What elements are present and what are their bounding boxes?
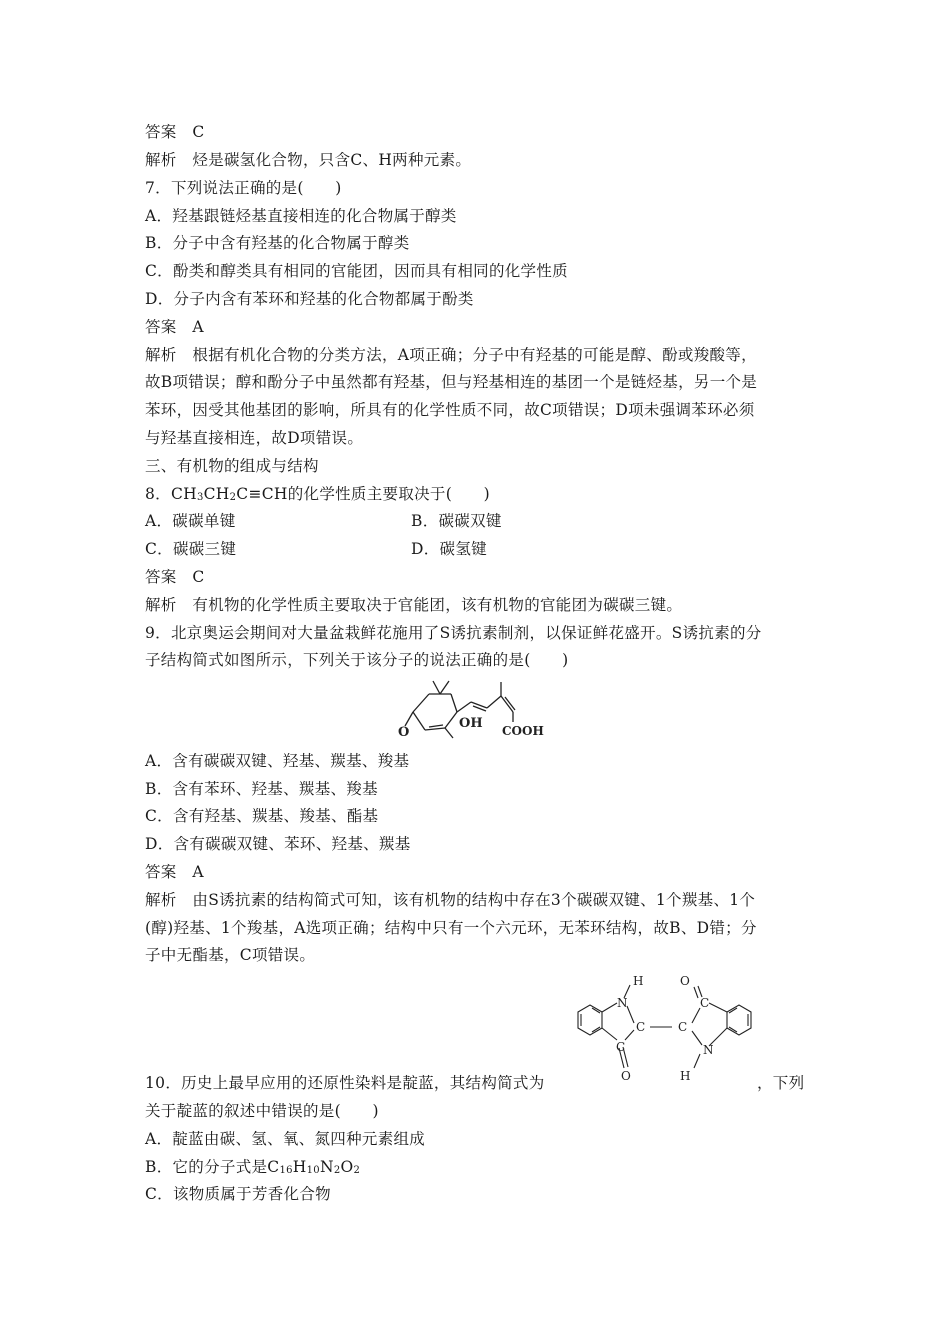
indigo-n-left-label: N bbox=[617, 996, 628, 1010]
q7-analysis-line-3: 苯环，因受其他基团的影响，所具有的化学性质不同，故C项错误；D项未强调苯环必须 bbox=[145, 401, 755, 419]
q7-analysis-line-4: 与羟基直接相连，故D项错误。 bbox=[145, 429, 364, 447]
q9-option-d: D．含有碳碳双键、苯环、羟基、羰基 bbox=[145, 835, 411, 853]
s-abscisin-oh-label: OH bbox=[459, 716, 483, 731]
q9-option-c: C．含有羟基、羰基、羧基、酯基 bbox=[145, 807, 379, 825]
indigo-structure bbox=[568, 970, 768, 1092]
q9-option-a: A．含有碳碳双键、羟基、羰基、羧基 bbox=[145, 752, 410, 770]
q8-option-d: D．碳氢键 bbox=[411, 540, 487, 558]
q7-analysis-line-2: 故B项错误；醇和酚分子中虽然都有羟基，但与羟基相连的基团一个是链烃基，另一个是 bbox=[145, 373, 758, 391]
q8-analysis: 解析 有机物的化学性质主要取决于官能团，该有机物的官能团为碳碳三键。 bbox=[145, 596, 683, 614]
q7-stem: 7．下列说法正确的是( ) bbox=[145, 179, 342, 197]
indigo-n-right-label: N bbox=[703, 1043, 714, 1057]
s-abscisin-cooh-label: COOH bbox=[502, 724, 544, 738]
q9-analysis-line-1: 解析 由S诱抗素的结构简式可知，该有机物的结构中存在3个碳碳双键、1个羰基、1个 bbox=[145, 891, 756, 909]
q9-stem-line-2: 子结构简式如图所示，下列关于该分子的说法正确的是( ) bbox=[145, 651, 569, 669]
s-abscisin-structure bbox=[395, 672, 555, 744]
q10-formula: $C_{16}H_{10}N_2O_2$ bbox=[267, 1158, 361, 1176]
q8-stem: 8．$CH_3CH_2C\equiv CH$的化学性质主要取决于( ) bbox=[145, 485, 491, 503]
q9-analysis-line-3: 子中无酯基，C项错误。 bbox=[145, 946, 316, 964]
indigo-h-top-label: H bbox=[633, 974, 644, 988]
q8-option-b: B．碳碳双键 bbox=[411, 512, 502, 530]
q7-analysis-line-1: 解析 根据有机化合物的分类方法，A项正确；分子中有羟基的可能是醇、酚或羧酸等， bbox=[145, 346, 757, 364]
q10-stem-line-2: 关于靛蓝的叙述中错误的是( ) bbox=[145, 1102, 379, 1120]
s-abscisin-oxo-label: O bbox=[398, 725, 410, 740]
q6-analysis: 解析 烃是碳氢化合物，只含C、H两种元素。 bbox=[145, 151, 472, 169]
q7-option-c: C．酚类和醇类具有相同的官能团，因而具有相同的化学性质 bbox=[145, 262, 568, 280]
q7-option-a: A．羟基跟链烃基直接相连的化合物属于醇类 bbox=[145, 207, 457, 225]
q7-option-b: B．分子中含有羟基的化合物属于醇类 bbox=[145, 234, 410, 252]
q10-option-c: C．该物质属于芳香化合物 bbox=[145, 1185, 331, 1203]
q10-stem-right: ，下列 bbox=[757, 1074, 805, 1092]
indigo-h-bottom-label: H bbox=[680, 1069, 691, 1083]
q9-analysis-line-2: (醇)羟基、1个羧基，A选项正确；结构中只有一个六元环，无苯环结构，故B、D错；分 bbox=[145, 919, 757, 937]
q8-option-c: C．碳碳三键 bbox=[145, 540, 237, 558]
indigo-c-left-label: C bbox=[636, 1020, 646, 1034]
q7-answer: 答案 A bbox=[145, 318, 204, 336]
q8-answer: 答案 C bbox=[145, 568, 205, 586]
indigo-o-top-label: O bbox=[680, 974, 690, 988]
q9-stem-line-1: 9．北京奥运会期间对大量盆栽鲜花施用了S诱抗素制剂，以保证鲜花盛开。S诱抗素的分 bbox=[145, 624, 762, 642]
q9-option-b: B．含有苯环、羟基、羰基、羧基 bbox=[145, 780, 378, 798]
q9-answer: 答案 A bbox=[145, 863, 204, 881]
q8-formula: $CH_3CH_2C\equiv CH$ bbox=[170, 485, 288, 503]
q10-option-b: B．它的分子式是$C_{16}H_{10}N_2O_2$ bbox=[145, 1158, 361, 1176]
q10-stem-left: 10．历史上最早应用的还原性染料是靛蓝，其结构简式为 bbox=[145, 1074, 545, 1092]
section-3-heading: 三、有机物的组成与结构 bbox=[145, 457, 319, 475]
indigo-c-bottom-label: C bbox=[616, 1040, 626, 1054]
indigo-c-top-label: C bbox=[700, 996, 710, 1010]
q8-option-a: A．碳碳单键 bbox=[145, 512, 236, 530]
q10-option-a: A．靛蓝由碳、氢、氧、氮四种元素组成 bbox=[145, 1130, 426, 1148]
indigo-o-bottom-label: O bbox=[621, 1069, 631, 1083]
q10-stem-line-1 bbox=[145, 1073, 805, 1093]
indigo-c-right-label: C bbox=[678, 1020, 688, 1034]
q8-options-row-2 bbox=[145, 539, 487, 559]
q6-answer: 答案 C bbox=[145, 123, 205, 141]
q7-option-d: D．分子内含有苯环和羟基的化合物都属于酚类 bbox=[145, 290, 474, 308]
q8-options-row-1 bbox=[145, 511, 502, 531]
